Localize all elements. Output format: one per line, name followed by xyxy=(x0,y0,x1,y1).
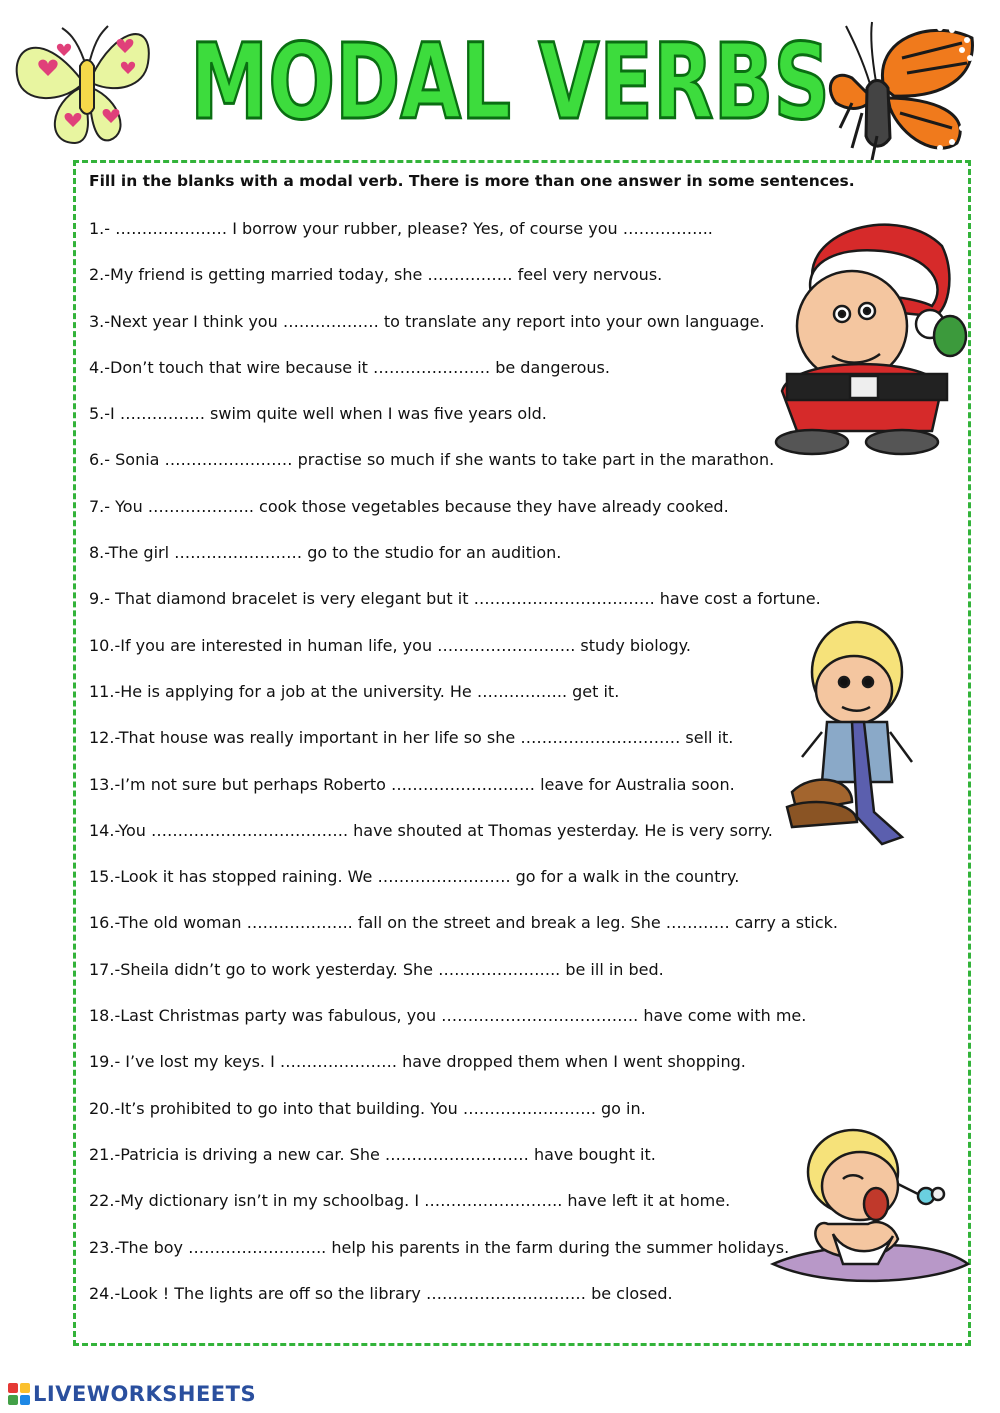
exercise-item[interactable]: 2.-My friend is getting married today, she ……………. feel very nervous. xyxy=(89,265,663,285)
exercise-item[interactable]: 14.-You ………………………………. have shouted at Thomas yesterday. He is very sorry. xyxy=(89,820,773,840)
exercise-item[interactable]: 4.-Don’t touch that wire because it …………………. be dangerous. xyxy=(89,357,610,377)
exercise-item[interactable]: 17.-Sheila didn’t go to work yesterday. She ………………….. be ill in bed. xyxy=(89,959,664,979)
exercise-item[interactable]: 18.-Last Christmas party was fabulous, you ………………………………. have come with me. xyxy=(89,1006,807,1026)
page-title-text: MODAL VERBS xyxy=(190,21,830,143)
logo-square xyxy=(20,1395,30,1405)
exercise-item[interactable]: 3.-Next year I think you ……………… to translate any report into your own language. xyxy=(89,311,765,331)
exercise-item[interactable]: 22.-My dictionary isn’t in my schoolbag. I …………………….. have left it at home. xyxy=(89,1191,731,1211)
exercise-item[interactable]: 8.-The girl …………………… go to the studio for an audition. xyxy=(89,543,562,563)
exercise-item[interactable]: 6.- Sonia …………………… practise so much if she wants to take part in the marathon. xyxy=(89,450,775,470)
butterfly-illustration-left xyxy=(10,8,160,153)
exercise-item[interactable]: 11.-He is applying for a job at the university. He …………….. get it. xyxy=(89,681,620,701)
page-title xyxy=(180,18,840,143)
crying-baby-illustration xyxy=(768,1124,974,1294)
footer-brand-text: LIVEWORKSHEETS xyxy=(33,1382,257,1406)
logo-square xyxy=(20,1383,30,1393)
exercise-item[interactable]: 20.-It’s prohibited to go into that building. You ……………………. go in. xyxy=(89,1098,646,1118)
boy-with-tie-illustration xyxy=(782,612,947,850)
logo-square xyxy=(8,1383,18,1393)
liveworksheets-logo-icon xyxy=(8,1383,30,1405)
exercise-item[interactable]: 23.-The boy …………………….. help his parents in the farm during the summer holidays. xyxy=(89,1237,790,1257)
footer-brand[interactable] xyxy=(8,1380,256,1408)
exercise-item[interactable]: 16.-The old woman ……………….. fall on the street and break a leg. She ………… carry a stick. xyxy=(89,913,838,933)
exercise-item[interactable]: 24.-Look ! The lights are off so the library ………………………… be closed. xyxy=(89,1283,673,1303)
exercise-item[interactable]: 7.- You ……………….. cook those vegetables because they have already cooked. xyxy=(89,496,729,516)
exercise-item[interactable]: 21.-Patricia is driving a new car. She ……………………… have bought it. xyxy=(89,1144,656,1164)
exercise-item[interactable]: 12.-That house was really important in her life so she ………………………… sell it. xyxy=(89,728,734,748)
exercise-item[interactable]: 5.-I ……………. swim quite well when I was five years old. xyxy=(89,404,547,424)
exercise-item[interactable]: 19.- I’ve lost my keys. I …………………. have dropped them when I went shopping. xyxy=(89,1052,746,1072)
exercise-item[interactable]: 13.-I’m not sure but perhaps Roberto ……………………… leave for Australia soon. xyxy=(89,774,735,794)
instructions: Fill in the blanks with a modal verb. There is more than one answer in some sentences. xyxy=(89,172,855,190)
exercise-item[interactable]: 15.-Look it has stopped raining. We ……………………. go for a walk in the country. xyxy=(89,867,740,887)
exercise-item[interactable]: 10.-If you are interested in human life, you …………………….. study biology. xyxy=(89,635,691,655)
exercise-item[interactable]: 9.- That diamond bracelet is very elegant but it ……………………………. have cost a fortune. xyxy=(89,589,821,609)
santa-boy-illustration xyxy=(772,206,968,456)
butterfly-illustration-right xyxy=(822,18,982,163)
exercise-item[interactable]: 1.- ………………… I borrow your rubber, please? Yes, of course you …………….. xyxy=(89,219,713,238)
logo-square xyxy=(8,1395,18,1405)
